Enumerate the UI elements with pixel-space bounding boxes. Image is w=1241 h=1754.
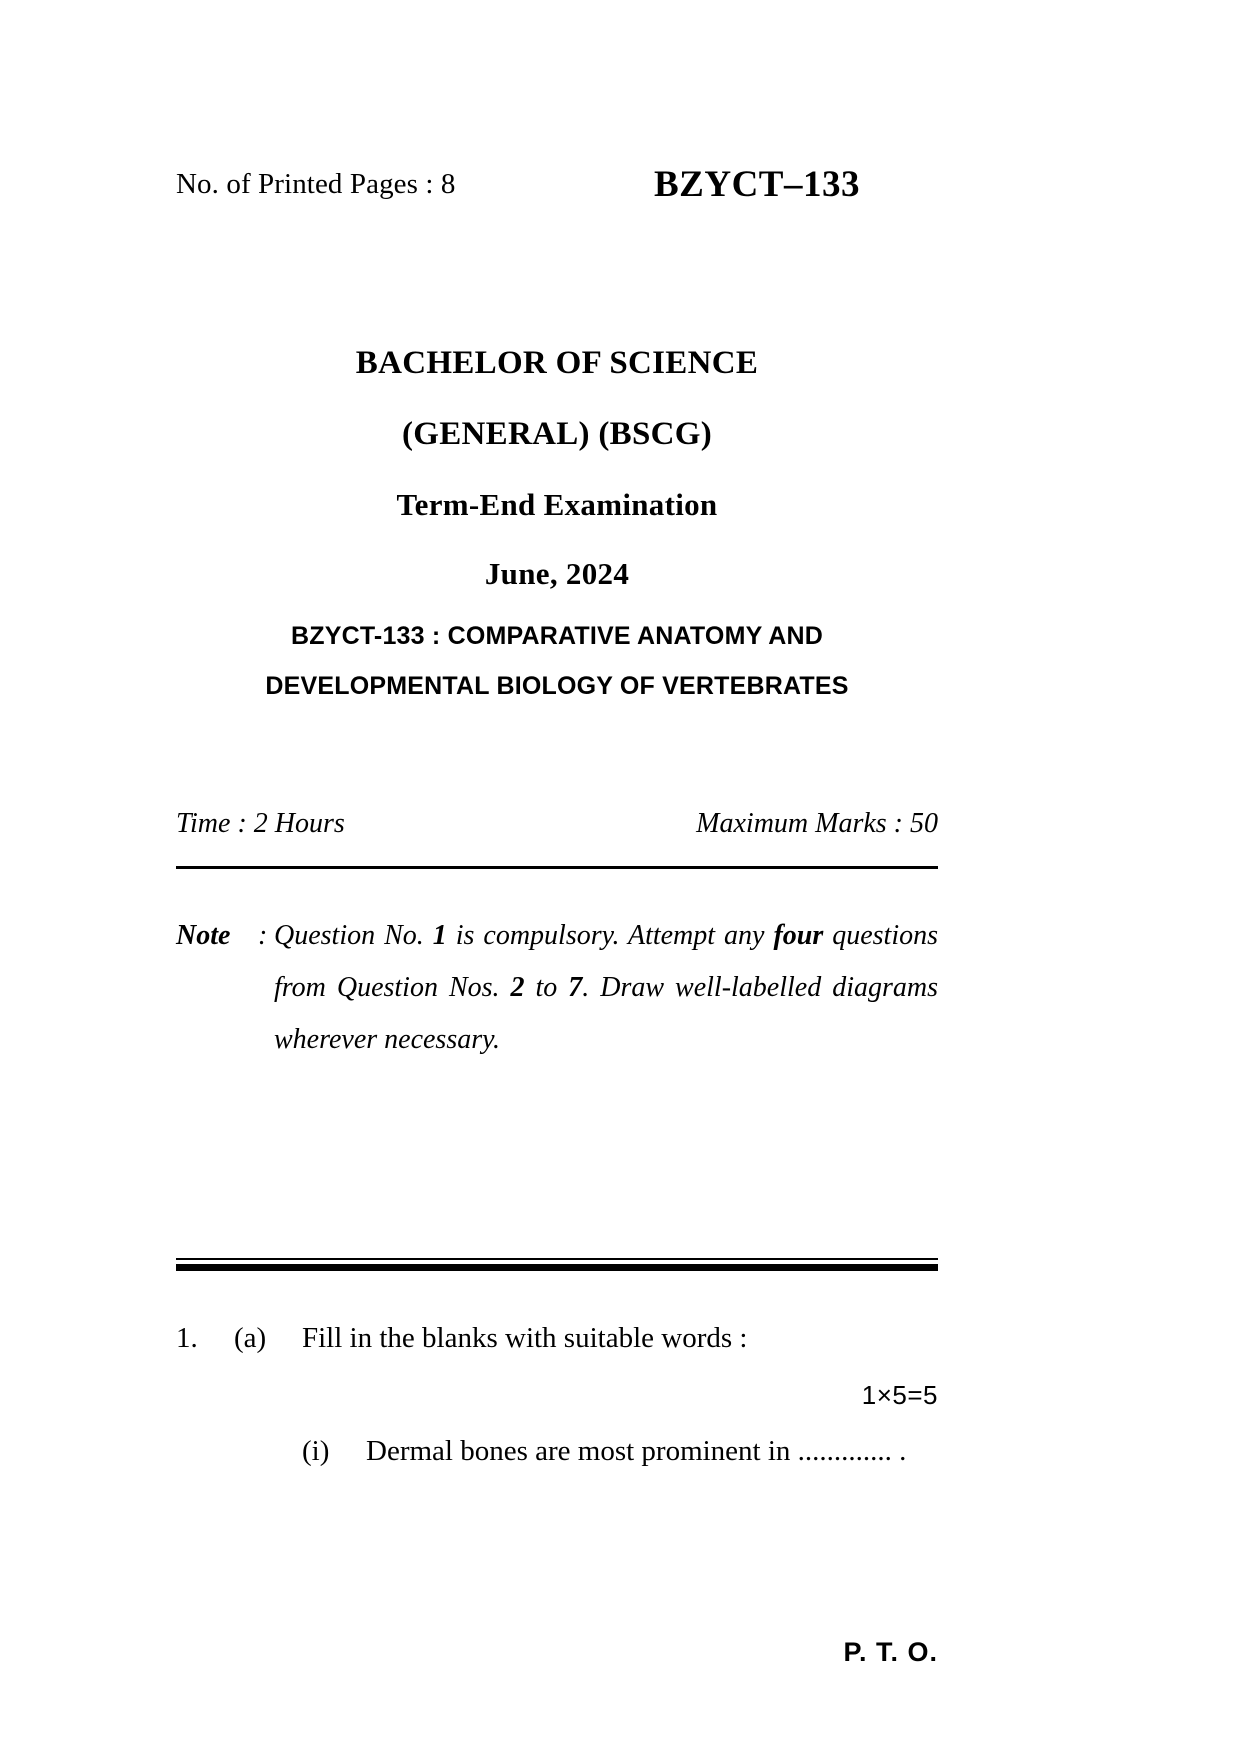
- exam-info-row: [176, 808, 938, 848]
- questions-area: [176, 1312, 938, 1478]
- exam-type-title: Term-End Examination: [396, 487, 718, 522]
- exam-duration: Time : 2 Hours: [176, 808, 345, 839]
- note-bold-3: 2: [510, 972, 525, 1003]
- note-block: [176, 910, 938, 1066]
- subquestion-number: (i): [302, 1435, 330, 1467]
- horizontal-rule-single: [176, 866, 938, 869]
- note-segment-2: is compulsory. Attempt any: [446, 920, 774, 951]
- subquestion-row: [302, 1425, 938, 1478]
- question-part-label: (a): [234, 1322, 267, 1354]
- horizontal-rule-double: [176, 1258, 938, 1271]
- note-colon: :: [258, 920, 268, 951]
- question-row: [176, 1312, 938, 1365]
- course-code: BZYCT–133: [654, 164, 860, 205]
- title-block: [176, 345, 938, 722]
- page-turn-over-label: P. T. O.: [843, 1637, 938, 1667]
- note-text: [274, 910, 938, 1066]
- question-marks: 1×5=5: [861, 1380, 938, 1410]
- note-segment-5: . Draw well-labelled diagrams wherever necessary.: [274, 972, 938, 1055]
- printed-pages-label: No. of Printed Pages : 8: [176, 168, 456, 200]
- note-bold-1: 1: [432, 920, 447, 951]
- degree-title-line1: BACHELOR OF SCIENCE: [355, 345, 759, 381]
- subquestion-paragraph: Dermal bones are most prominent in ............. .: [366, 1435, 907, 1467]
- note-segment-1: Question No.: [274, 920, 433, 951]
- subject-title-line2: DEVELOPMENTAL BIOLOGY OF VERTEBRATES: [265, 672, 849, 700]
- note-bold-4: 7: [568, 972, 583, 1003]
- note-segment-4: to: [524, 972, 569, 1003]
- note-segment-3: questions from Question Nos.: [274, 920, 939, 1003]
- page-header: [176, 163, 938, 219]
- exam-maximum-marks: Maximum Marks : 50: [696, 808, 938, 839]
- rule-thick-line: [176, 1264, 938, 1271]
- note-bold-2: four: [773, 920, 824, 951]
- note-label: Note: [176, 920, 231, 951]
- question-number: 1.: [176, 1322, 198, 1354]
- subquestion-text: [366, 1425, 938, 1478]
- question-text: Fill in the blanks with suitable words :: [302, 1322, 748, 1354]
- degree-title-line2: (GENERAL) (BSCG): [401, 416, 713, 452]
- exam-session-title: June, 2024: [484, 556, 630, 591]
- subject-title-line1: BZYCT-133 : COMPARATIVE ANATOMY AND: [290, 622, 824, 650]
